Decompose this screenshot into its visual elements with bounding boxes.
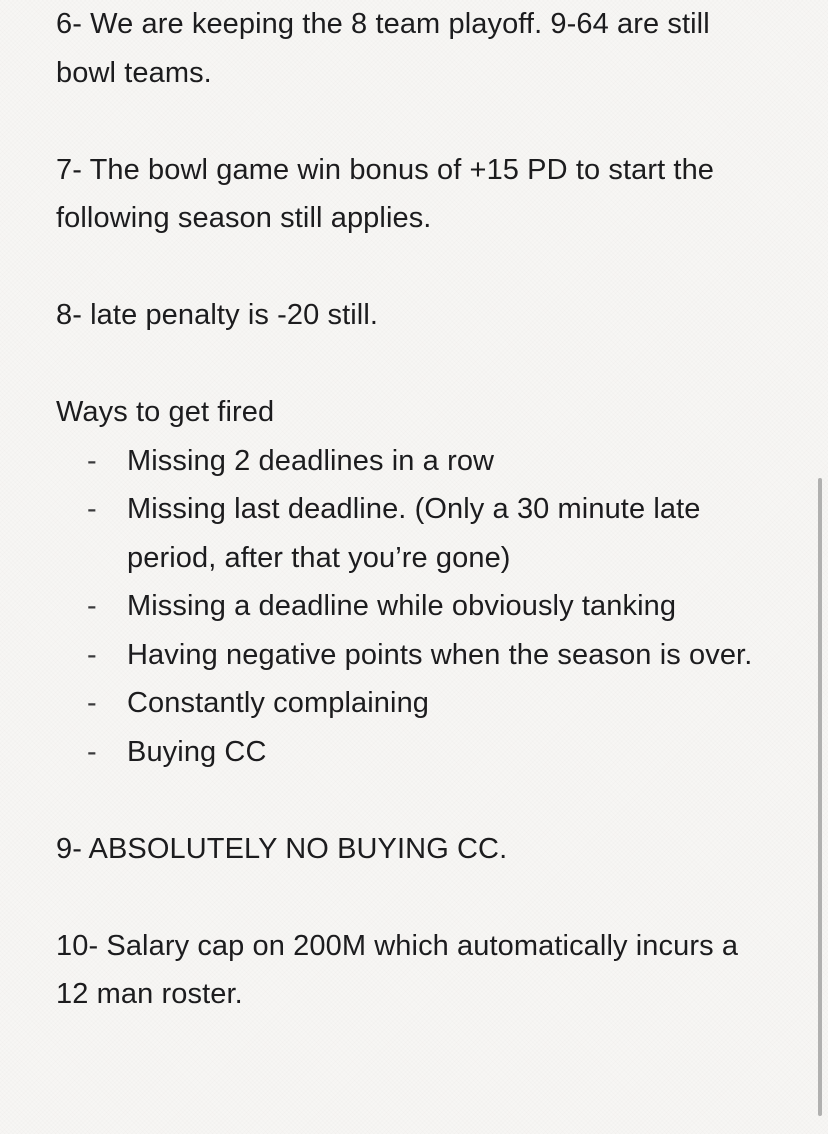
note-body[interactable] <box>56 0 776 1019</box>
blank-line <box>56 97 776 146</box>
list-item <box>56 437 767 486</box>
bullet-dash: - <box>87 735 97 768</box>
bullet-dash: - <box>87 590 97 622</box>
rule-7: 7- The bowl game win bonus of +15 PD to start the following season still applies. <box>56 153 715 234</box>
blank-line <box>56 873 776 922</box>
fired-heading: Ways to get fired <box>56 396 275 428</box>
list-item-text: Buying CC <box>127 735 267 768</box>
bullet-dash: - <box>87 638 97 671</box>
rule-9: 9- ABSOLUTELY NO BUYING CC. <box>56 832 508 865</box>
blank-line <box>56 243 776 292</box>
list-item-text: Missing a deadline while obviously tanking <box>127 590 677 622</box>
rule-8: 8- late penalty is -20 still. <box>56 299 379 331</box>
list-item <box>56 631 767 680</box>
bullet-dash: - <box>87 493 97 525</box>
list-item-text: Missing last deadline. (Only a 30 minute late period, after that you’re gone) <box>127 493 701 574</box>
list-item <box>56 582 742 631</box>
blank-line <box>56 340 776 389</box>
list-item-text: Having negative points when the season is over. <box>127 638 753 671</box>
list-item <box>56 728 767 777</box>
rule-6: 6- We are keeping the 8 team playoff. 9-64 are still bowl teams. <box>56 8 710 89</box>
list-item-text: Missing 2 deadlines in a row <box>127 444 495 477</box>
bullet-dash: - <box>87 444 97 477</box>
blank-line <box>56 776 776 825</box>
list-item-text: Constantly complaining <box>127 687 430 719</box>
bullet-dash: - <box>87 687 97 719</box>
fired-list <box>56 437 776 777</box>
rule-10: 10- Salary cap on 200M which automatically incurs a 12 man roster. <box>56 929 739 1010</box>
list-item <box>56 485 767 582</box>
vertical-scrollbar[interactable] <box>818 478 822 1116</box>
list-item <box>56 679 767 728</box>
